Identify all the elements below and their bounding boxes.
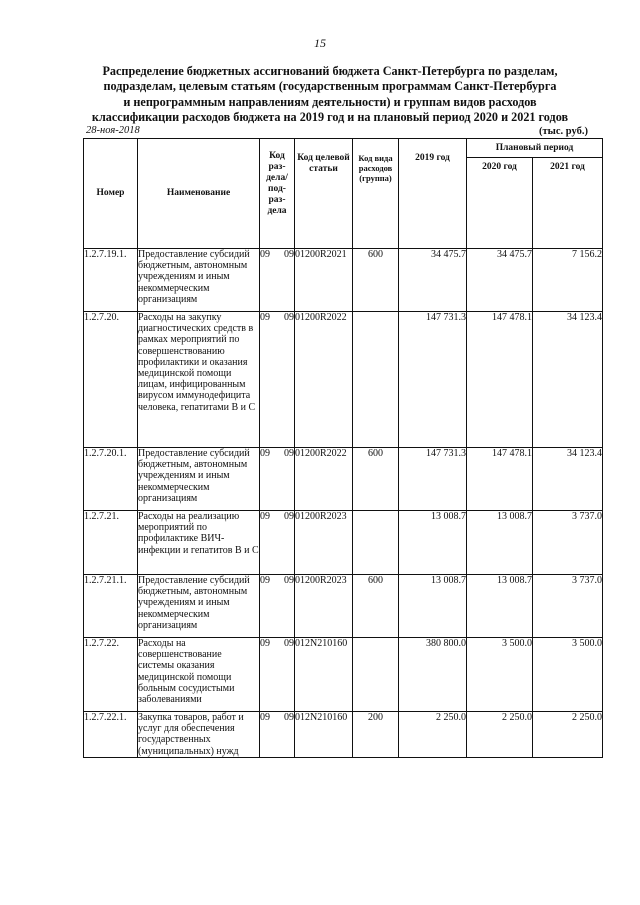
row-amount-2021: 3 737.0 [533,511,603,575]
row-amount-2021: 3 500.0 [533,638,603,712]
row-amount-2020: 147 478.1 [467,312,533,448]
header-section-code: Код раз-дела/ под-раз-дела [260,139,295,249]
row-number: 1.2.7.20. [84,312,138,448]
row-name: Предоставление субсидий бюджетным, автономным учреждениям и иным некоммерческим организациям [138,249,260,312]
row-name: Предоставление субсидий бюджетным, автономным учреждениям и иным некоммерческим организациям [138,448,260,511]
row-number: 1.2.7.20.1. [84,448,138,511]
row-name: Расходы на реализацию мероприятий по профилактике ВИЧ-инфекции и гепатитов В и С [138,511,260,575]
section-code: 09 [260,638,270,649]
row-amount-2019: 147 731.3 [399,312,467,448]
subsection-code: 09 [284,249,294,260]
header-article-code: Код целевой статьи [295,139,353,249]
table-row [84,638,603,712]
row-amount-2020: 3 500.0 [467,638,533,712]
row-name: Предоставление субсидий бюджетным, автономным учреждениям и иным некоммерческим организациям [138,575,260,638]
header-2019: 2019 год [399,139,467,249]
row-amount-2019: 2 250.0 [399,712,467,758]
row-name: Расходы на совершенствование системы оказания медицинской помощи больным сосудистыми заболеваниями [138,638,260,712]
table-row [84,712,603,758]
row-article-code: 01200R2023 [295,575,353,638]
row-amount-2021: 3 737.0 [533,575,603,638]
table-row [84,575,603,638]
row-number: 1.2.7.21. [84,511,138,575]
row-amount-2021: 34 123.4 [533,448,603,511]
row-name: Расходы на закупку диагностических средств в рамках мероприятий по совершенствованию профилактики и оказания медицинской помощи лицам, инфицированным вирусом иммунодефицита человека, гепатитами В и С [138,312,260,448]
section-code: 09 [260,712,270,723]
row-section-code [260,575,295,638]
subsection-code: 09 [284,638,294,649]
row-expense-kind [353,511,399,575]
section-code: 09 [260,312,270,323]
subsection-code: 09 [284,312,294,323]
row-number: 1.2.7.19.1. [84,249,138,312]
row-expense-kind: 600 [353,249,399,312]
row-section-code [260,638,295,712]
title-line: и непрограммным направлениям деятельности) и группам видов расходов [123,94,537,109]
row-section-code [260,312,295,448]
subsection-code: 09 [284,448,294,459]
units-label: (тыс. руб.) [539,126,588,137]
header-2021: 2021 год [533,158,603,249]
row-name: Закупка товаров, работ и услуг для обеспечения государственных (муниципальных) нужд [138,712,260,758]
row-number: 1.2.7.22.1. [84,712,138,758]
row-amount-2020: 13 008.7 [467,511,533,575]
row-amount-2019: 13 008.7 [399,575,467,638]
row-amount-2020: 34 475.7 [467,249,533,312]
subsection-code: 09 [284,575,294,586]
row-section-code [260,712,295,758]
row-amount-2020: 13 008.7 [467,575,533,638]
row-article-code: 01200R2022 [295,312,353,448]
row-section-code [260,511,295,575]
table-row [84,312,603,448]
row-amount-2021: 2 250.0 [533,712,603,758]
row-article-code: 012N210160 [295,712,353,758]
row-article-code: 01200R2021 [295,249,353,312]
row-amount-2019: 34 475.7 [399,249,467,312]
row-expense-kind [353,638,399,712]
section-code: 09 [260,249,270,260]
row-amount-2020: 2 250.0 [467,712,533,758]
title-line: классификации расходов бюджета на 2019 год и на плановый период 2020 и 2021 годов [91,109,569,124]
table-row [84,511,603,575]
row-amount-2019: 13 008.7 [399,511,467,575]
section-code: 09 [260,575,270,586]
section-code: 09 [260,448,270,459]
table-row [84,448,603,511]
title-line: Распределение бюджетных ассигнований бюджета Санкт-Петербурга по разделам, [102,64,558,78]
subsection-code: 09 [284,712,294,723]
row-amount-2021: 7 156.2 [533,249,603,312]
subsection-code: 09 [284,511,294,522]
row-amount-2020: 147 478.1 [467,448,533,511]
row-amount-2019: 147 731.3 [399,448,467,511]
row-expense-kind: 600 [353,575,399,638]
header-expense-kind: Код вида расходов (группа) [353,139,399,249]
row-amount-2021: 34 123.4 [533,312,603,448]
row-expense-kind [353,312,399,448]
title-line: подразделам, целевым статьям (государственным программам Санкт-Петербурга [103,79,557,94]
row-article-code: 012N210160 [295,638,353,712]
row-expense-kind: 600 [353,448,399,511]
section-code: 09 [260,511,270,522]
row-number: 1.2.7.21.1. [84,575,138,638]
row-amount-2019: 380 800.0 [399,638,467,712]
table-row [84,249,603,312]
row-expense-kind: 200 [353,712,399,758]
row-section-code [260,249,295,312]
page-number: 15 [314,36,326,50]
row-number: 1.2.7.22. [84,638,138,712]
row-section-code [260,448,295,511]
header-number: Номер [84,139,138,249]
budget-table [83,138,603,758]
row-article-code: 01200R2023 [295,511,353,575]
document-date: 28-ноя-2018 [86,125,140,136]
header-2020: 2020 год [467,158,533,249]
header-plan-period: Плановый период [467,139,603,158]
header-name: Наименование [138,139,260,249]
document-title [70,64,590,125]
row-article-code: 01200R2022 [295,448,353,511]
